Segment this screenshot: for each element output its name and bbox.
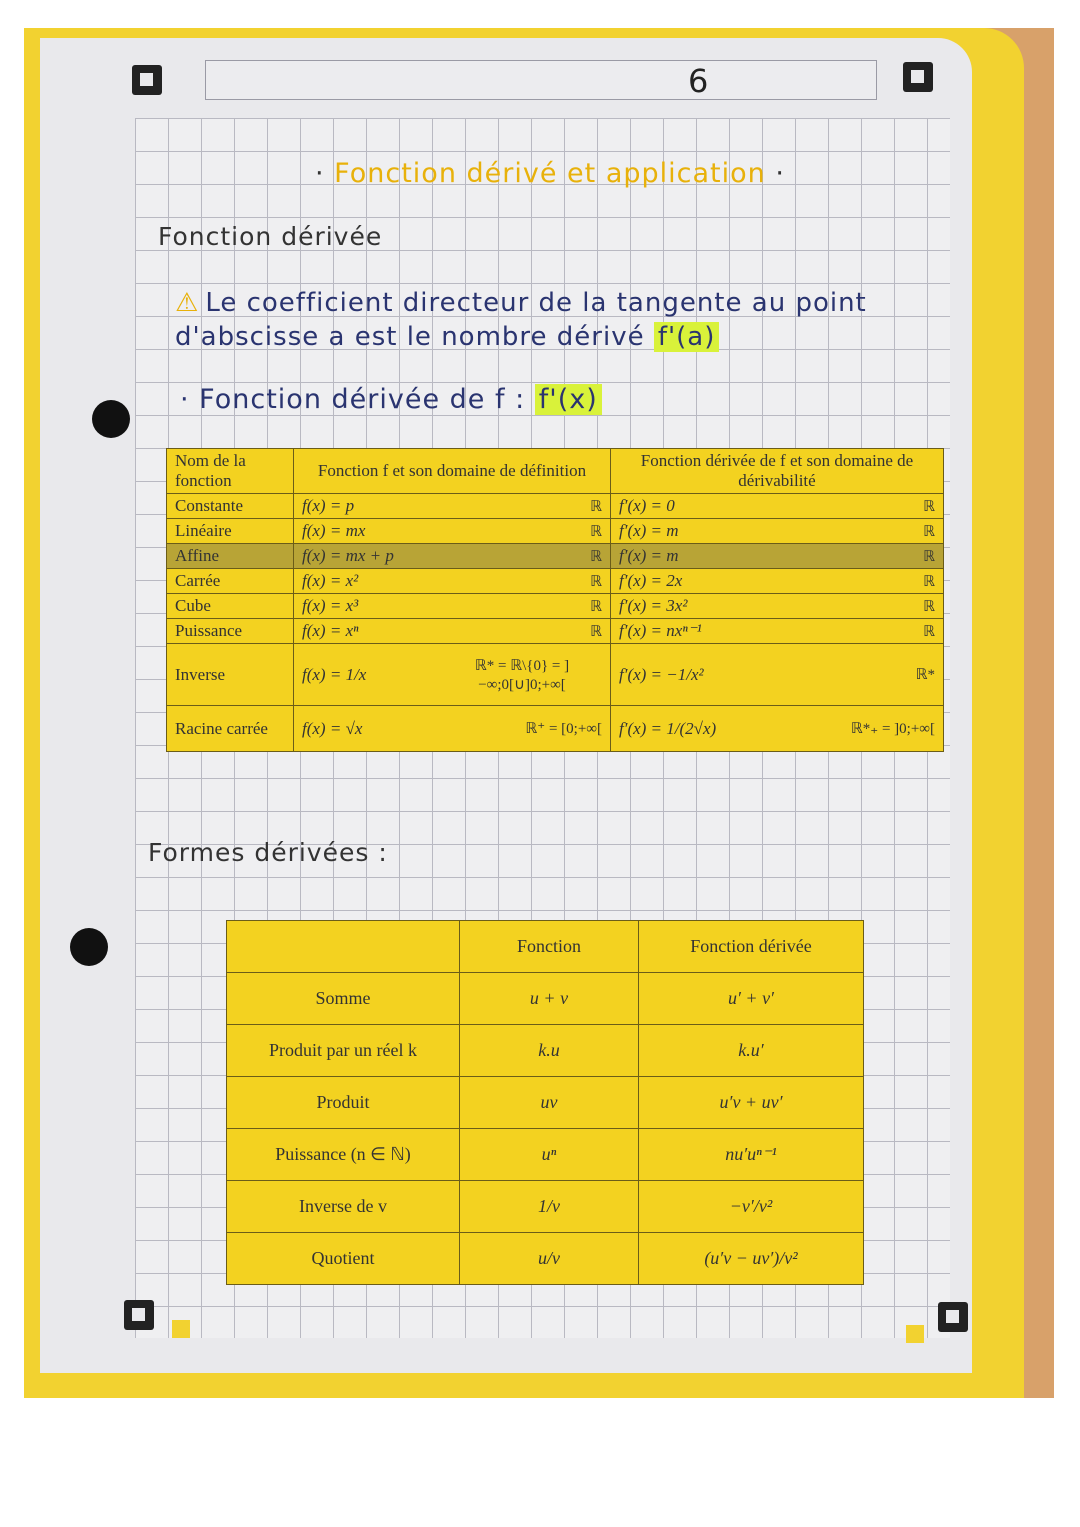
table-header: Fonction dérivée <box>639 921 864 973</box>
yellow-square-icon <box>172 1320 190 1338</box>
table-row: Somme u + v u′ + v′ <box>227 973 864 1025</box>
warning-note: ⚠ Le coefficient directeur de la tangente au point d'abscisse a est le nombre dérivé f'(a) <box>175 288 867 352</box>
highlight-fx: f'(x) <box>535 384 602 415</box>
table-header: Nom de la fonction <box>167 449 294 494</box>
section1-heading: Fonction dérivée <box>158 222 383 251</box>
corner-marker-icon <box>132 65 162 95</box>
table-header: Fonction dérivée de f et son domaine de dérivabilité <box>611 449 944 494</box>
header-box <box>205 60 877 100</box>
table-row: Constante f(x) = p ℝ f′(x) = 0 ℝ <box>167 494 944 519</box>
table-header: Fonction <box>460 921 639 973</box>
table-row: Racine carrée f(x) = √x ℝ⁺ = [0;+∞[ f′(x) = 1/(2√x) ℝ*₊ = ]0;+∞[ <box>167 706 944 752</box>
table-header-row <box>227 921 864 973</box>
page-number: 6 <box>688 62 709 100</box>
table-row: Produit uv u′v + uv′ <box>227 1077 864 1129</box>
derivative-rules-table <box>226 920 864 1285</box>
corner-marker-icon <box>903 62 933 92</box>
table-header-row <box>167 449 944 494</box>
punch-hole-icon <box>70 928 108 966</box>
table-row: Produit par un réel k k.u k.u′ <box>227 1025 864 1077</box>
yellow-square-icon <box>906 1325 924 1343</box>
punch-hole-icon <box>92 400 130 438</box>
derivative-definition: · Fonction dérivée de f : f'(x) <box>180 384 602 415</box>
table-row: Affine f(x) = mx + p ℝ f′(x) = m ℝ <box>167 544 944 569</box>
table-row: Carrée f(x) = x² ℝ f′(x) = 2x ℝ <box>167 569 944 594</box>
corner-marker-icon <box>124 1300 154 1330</box>
table-row: Puissance (n ∈ ℕ) uⁿ nu′uⁿ⁻¹ <box>227 1129 864 1181</box>
table-header: Fonction f et son domaine de définition <box>294 449 611 494</box>
section2-heading: Formes dérivées : <box>148 838 388 867</box>
table-row: Puissance f(x) = xⁿ ℝ f′(x) = nxⁿ⁻¹ ℝ <box>167 619 944 644</box>
warning-icon: ⚠ <box>175 288 200 318</box>
table-row: Linéaire f(x) = mx ℝ f′(x) = m ℝ <box>167 519 944 544</box>
highlight-fa: f'(a) <box>654 322 720 352</box>
table-row: Inverse f(x) = 1/x ℝ* = ℝ\{0} = ]−∞;0[∪]0;+∞[ f′(x) = −1/x² ℝ* <box>167 644 944 706</box>
corner-marker-icon <box>938 1302 968 1332</box>
table-row: Quotient u/v (u′v − uv′)/v² <box>227 1233 864 1285</box>
derivatives-table <box>166 448 944 752</box>
table-row: Inverse de v 1/v −v′/v² <box>227 1181 864 1233</box>
table-header <box>227 921 460 973</box>
table-row: Cube f(x) = x³ ℝ f′(x) = 3x² ℝ <box>167 594 944 619</box>
page-title: · Fonction dérivé et application · <box>315 158 785 189</box>
